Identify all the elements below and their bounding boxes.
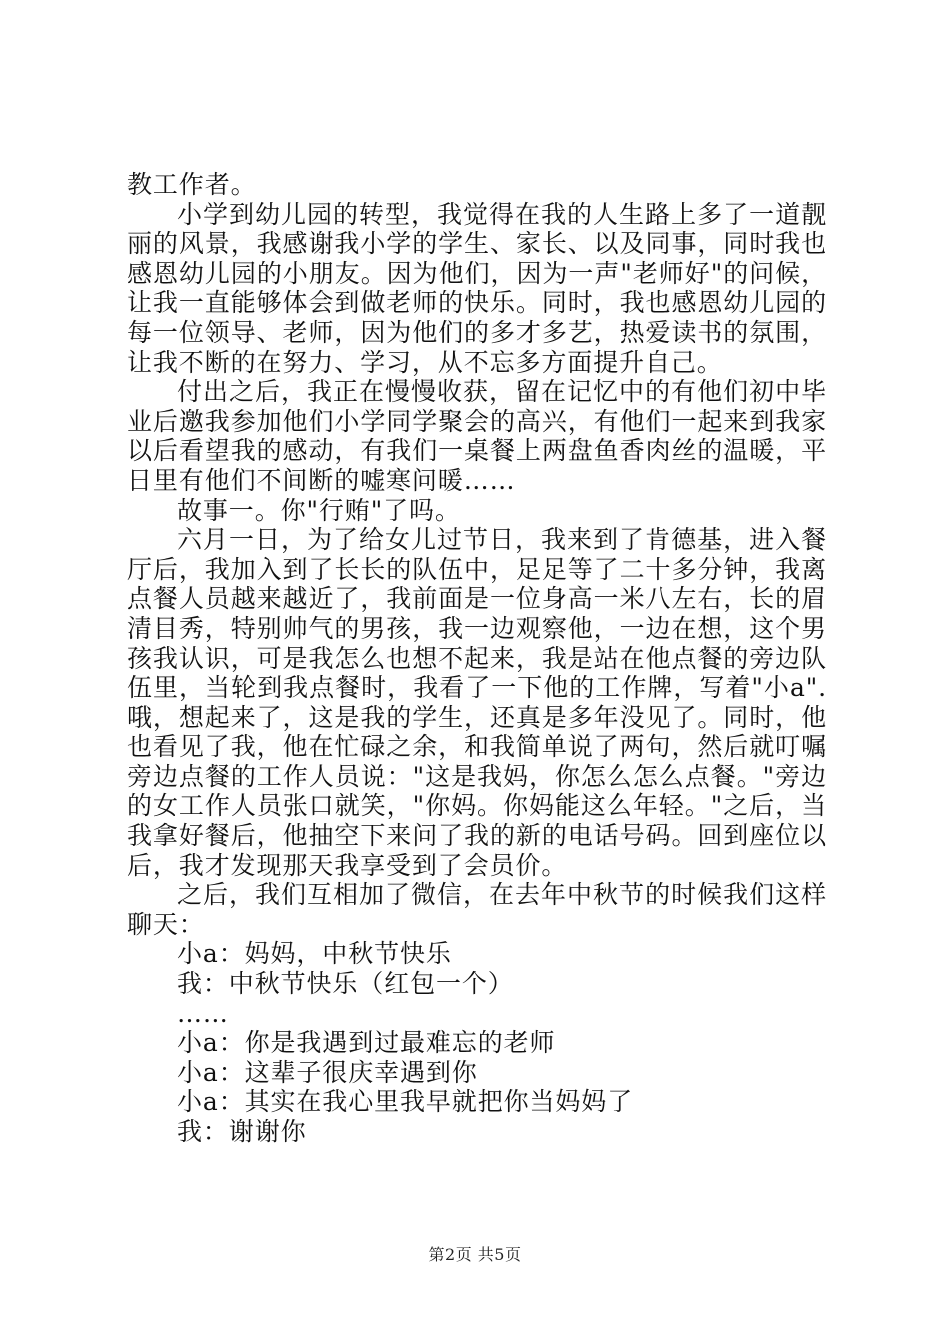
- chat-line: 我：谢谢你: [177, 1117, 307, 1146]
- chat-line: 小a：其实在我心里我早就把你当妈妈了: [177, 1087, 634, 1117]
- paragraph-3: 付出之后，我正在慢慢收获，留在记忆中的有他们初中毕业后邀我参加他们小学同学聚会的高兴，有他们一起来到我家以后看望我的感动，有我们一桌餐上两盘鱼香肉丝的温暖，平日里有他们不间断的嘘寒问暖……: [127, 377, 827, 495]
- paragraph-4: 六月一日，为了给女儿过节日，我来到了肯德基，进入餐厅后，我加入到了长长的队伍中，足足等了二十多分钟，我离点餐人员越来越近了，我前面是一位身高一米八左右，长的眉清目秀，特别帅气的男孩，我一边观察他，一边在想，这个男孩我认识，可是我怎么也想不起来，我是站在他点餐的旁边队伍里，当轮到我点餐时，我看了一下他的工作牌，写着"小a".哦，想起来了，这是我的学生，还真是多年没见了。同时，他也看见了我，他在忙碌之余，和我简单说了两句，然后就叮嘱旁边点餐的工作人员说："这是我妈，你怎么怎么点餐。"旁边的女工作人员张口就笑，"你妈。你妈能这么年轻。"之后，当我拿好餐后，他抽空下来问了我的新的电话号码。回到座位以后，我才发现那天我享受到了会员价。: [127, 525, 827, 880]
- chat-line: 小a：你是我遇到过最难忘的老师: [177, 1028, 556, 1058]
- paragraph-5: 之后，我们互相加了微信，在去年中秋节的时候我们这样聊天：: [127, 880, 827, 939]
- chat-line: 我：中秋节快乐（红包一个）: [177, 969, 514, 999]
- paragraph-2: 小学到幼儿园的转型，我觉得在我的人生路上多了一道靓丽的风景，我感谢我小学的学生、家长、以及同事，同时我也感恩幼儿园的小朋友。因为他们，因为一声"老师好"的问候，让我一直能够体会到做老师的快乐。同时，我也感恩幼儿园的每一位领导、老师，因为他们的多才多艺，热爱读书的氛围，让我不断的在努力、学习，从不忘多方面提升自己。: [127, 199, 827, 377]
- story-heading: 故事一。你"行贿"了吗。: [177, 495, 461, 525]
- chat-line: ……: [177, 998, 229, 1028]
- chat-line: 小a：妈妈，中秋节快乐: [177, 939, 452, 969]
- document-body: [127, 170, 827, 1147]
- paragraph-1: 教工作者。: [127, 170, 257, 199]
- chat-line: 小a：这辈子很庆幸遇到你: [177, 1057, 478, 1087]
- page-number-footer: 第2页 共5页: [428, 1245, 522, 1264]
